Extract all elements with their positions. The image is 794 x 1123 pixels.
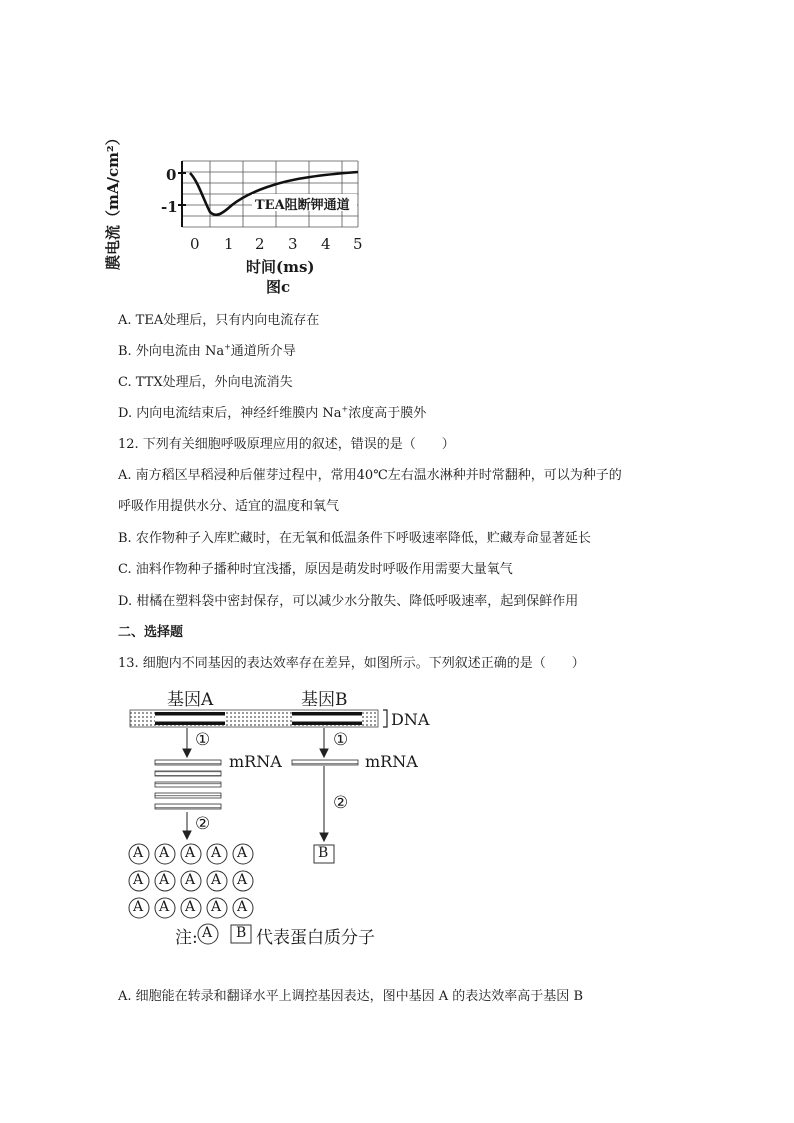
x-tick-label: 0	[190, 235, 200, 253]
y-axis-label: 膜电流（mA/cm²）	[104, 130, 122, 270]
protein-a-label: A	[211, 899, 222, 915]
mrna-label: mRNA	[365, 752, 418, 771]
gene-a-label: 基因A	[167, 690, 214, 710]
protein-a-label: A	[133, 872, 144, 888]
superscript-plus: +	[224, 342, 231, 352]
x-tick-label: 2	[255, 235, 265, 253]
protein-a-label: A	[237, 872, 248, 888]
note-protein-b: B	[236, 925, 247, 941]
note-protein-a: A	[202, 925, 213, 941]
q12-option-c: C. 油料作物种子播种时宜浅播，原因是萌发时呼吸作用需要大量氧气	[118, 562, 513, 577]
q11-option-c	[118, 375, 293, 391]
q11-option-d	[118, 406, 426, 422]
section-heading: 二、选择题	[118, 625, 184, 640]
figure-c	[104, 115, 380, 300]
dna-strand	[130, 710, 387, 727]
superscript-plus: +	[341, 404, 349, 414]
q11-option-d-text-tail: 浓度高于膜外	[348, 406, 427, 421]
protein-a-label: A	[159, 872, 170, 888]
note-prefix: 注:	[175, 928, 198, 948]
gene-b-label: 基因B	[301, 690, 348, 710]
protein-a-label: A	[159, 899, 170, 915]
protein-b-label: B	[318, 845, 329, 861]
figure-caption: 图c	[266, 278, 291, 296]
q11-option-b	[118, 344, 296, 360]
mrna-strand-b	[292, 760, 358, 765]
y-tick-label: 0	[166, 166, 177, 184]
q11-option-b-text-tail: 通道所介导	[230, 344, 296, 359]
q12-option-b: B. 农作物种子入库贮藏时，在无氧和低温条件下呼吸速率降低，贮藏寿命显著延长	[118, 531, 591, 546]
step-2-label: ②	[333, 793, 349, 813]
q11-option-a-text: A. TEA处理后，只有内向电流存在	[118, 313, 320, 328]
x-axis-label: 时间(ms)	[246, 258, 315, 276]
x-tick-label: 1	[224, 235, 234, 253]
step-2-label: ②	[195, 814, 211, 834]
step-1-label: ①	[195, 730, 211, 750]
q12-stem: 12. 下列有关细胞呼吸原理应用的叙述，错误的是（ ）	[118, 437, 455, 452]
protein-a-label: A	[237, 845, 248, 861]
step-1-label: ①	[333, 730, 349, 750]
protein-a-label: A	[185, 899, 196, 915]
protein-a-label: A	[133, 845, 144, 861]
mrna-label: mRNA	[229, 752, 282, 771]
x-tick-label: 3	[288, 235, 298, 253]
y-tick-label: -1	[161, 198, 178, 216]
curve-label: TEA阻断钾通道	[255, 198, 350, 213]
q13-option-a: A. 细胞能在转录和翻译水平上调控基因表达，图中基因 A 的表达效率高于基因 B	[118, 989, 583, 1004]
protein-a-label: A	[185, 872, 196, 888]
q13-stem: 13. 细胞内不同基因的表达效率存在差异，如图所示。下列叙述正确的是（ ）	[118, 656, 585, 671]
protein-a-label: A	[211, 845, 222, 861]
q11-option-a	[118, 313, 319, 329]
mrna-strands-a	[155, 760, 221, 809]
x-tick-label: 5	[353, 235, 363, 253]
dna-label: DNA	[391, 710, 430, 729]
q11-option-d-text: D. 内向电流结束后，神经纤维膜内 Na	[118, 406, 342, 421]
protein-a-label: A	[133, 899, 144, 915]
protein-a-label: A	[237, 899, 248, 915]
q12-option-d: D. 柑橘在塑料袋中密封保存，可以减少水分散失、降低呼吸速率，起到保鲜作用	[118, 594, 579, 609]
q12-option-a-continued: 呼吸作用提供水分、适宜的温度和氧气	[118, 499, 340, 514]
q12-option-a: A. 南方稻区早稻浸种后催芽过程中，常用40℃左右温水淋种并时常翻种，可以为种子的	[118, 468, 622, 483]
protein-a-label: A	[159, 845, 170, 861]
gene-expression-figure	[125, 683, 445, 953]
protein-a-label: A	[211, 872, 222, 888]
protein-a-label: A	[185, 845, 196, 861]
note-text: 代表蛋白质分子	[256, 928, 375, 948]
q11-option-b-text: B. 外向电流由 Na	[118, 344, 225, 359]
q11-option-c-text: C. TTX处理后，外向电流消失	[118, 375, 293, 390]
x-tick-label: 4	[321, 235, 331, 253]
